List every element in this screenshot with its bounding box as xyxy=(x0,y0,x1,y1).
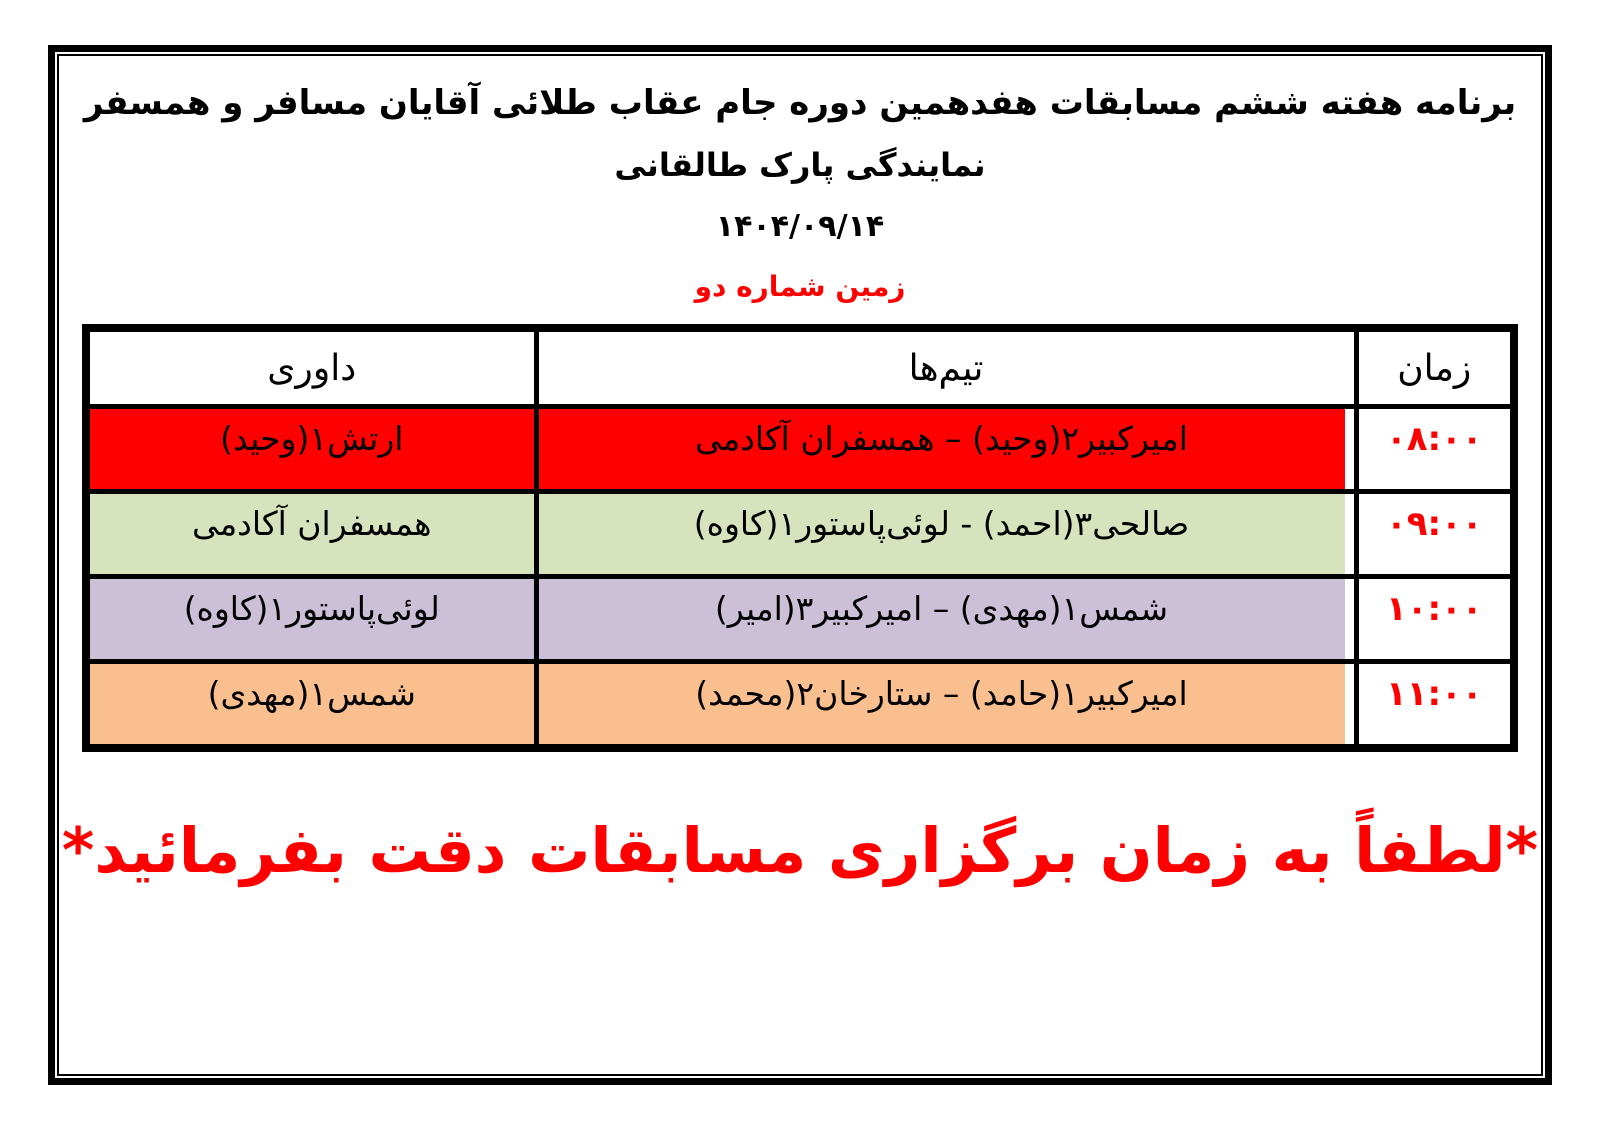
date-line: ۱۴۰۴/۰۹/۱۴ xyxy=(715,209,885,244)
teams-cell xyxy=(536,407,1356,492)
notice-text: *لطفاً به زمان برگزاری مسابقات دقت بفرمائید* xyxy=(61,814,1539,887)
time-cell xyxy=(1356,407,1514,492)
table-row xyxy=(86,577,1514,662)
teams-cell xyxy=(536,662,1356,749)
column-header-referee: داوری xyxy=(86,328,536,407)
referee-cell xyxy=(86,492,536,577)
page-inner-border xyxy=(57,54,1543,1076)
referee-fill: شمس۱(مهدی) xyxy=(90,664,534,744)
referee-cell xyxy=(86,662,536,749)
referee-cell xyxy=(86,577,536,662)
column-header-teams: تیم‌ها xyxy=(536,328,1356,407)
referee-fill: لوئی‌پاستور۱(کاوه) xyxy=(90,579,534,659)
teams-fill: امیرکبیر۲(وحید) – همسفران آکادمی xyxy=(539,409,1345,489)
venue-line: نمایندگی پارک طالقانی xyxy=(614,146,986,184)
table-row xyxy=(86,407,1514,492)
document-title: برنامه هفته ششم مسابقات هفدهمین دوره جام عقاب طلائی آقایان مسافر و همسفر xyxy=(83,83,1517,123)
referee-fill: ارتش۱(وحید) xyxy=(90,409,534,489)
teams-cell xyxy=(536,492,1356,577)
teams-fill: صالحی۳(احمد) - لوئی‌پاستور۱(کاوه) xyxy=(539,494,1345,574)
header-row xyxy=(86,328,1514,407)
match-time: ۱۱:۰۰ xyxy=(1385,674,1483,714)
page-border-frame xyxy=(48,45,1552,1085)
column-header-time: زمان xyxy=(1356,328,1514,407)
match-time: ۱۰:۰۰ xyxy=(1385,589,1483,629)
table-row xyxy=(86,662,1514,749)
teams-cell xyxy=(536,577,1356,662)
field-number-label: زمین شماره دو xyxy=(694,270,906,303)
match-time: ۰۸:۰۰ xyxy=(1385,419,1483,459)
teams-fill: امیرکبیر۱(حامد) – ستارخان۲(محمد) xyxy=(539,664,1345,744)
time-cell xyxy=(1356,577,1514,662)
time-cell xyxy=(1356,662,1514,749)
title-block xyxy=(59,72,1541,316)
teams-fill: شمس۱(مهدی) – امیرکبیر۳(امیر) xyxy=(539,579,1345,659)
match-time: ۰۹:۰۰ xyxy=(1385,504,1483,544)
referee-cell xyxy=(86,407,536,492)
referee-fill: همسفران آکادمی xyxy=(90,494,534,574)
time-cell xyxy=(1356,492,1514,577)
schedule-table xyxy=(82,324,1518,752)
table-row xyxy=(86,492,1514,577)
